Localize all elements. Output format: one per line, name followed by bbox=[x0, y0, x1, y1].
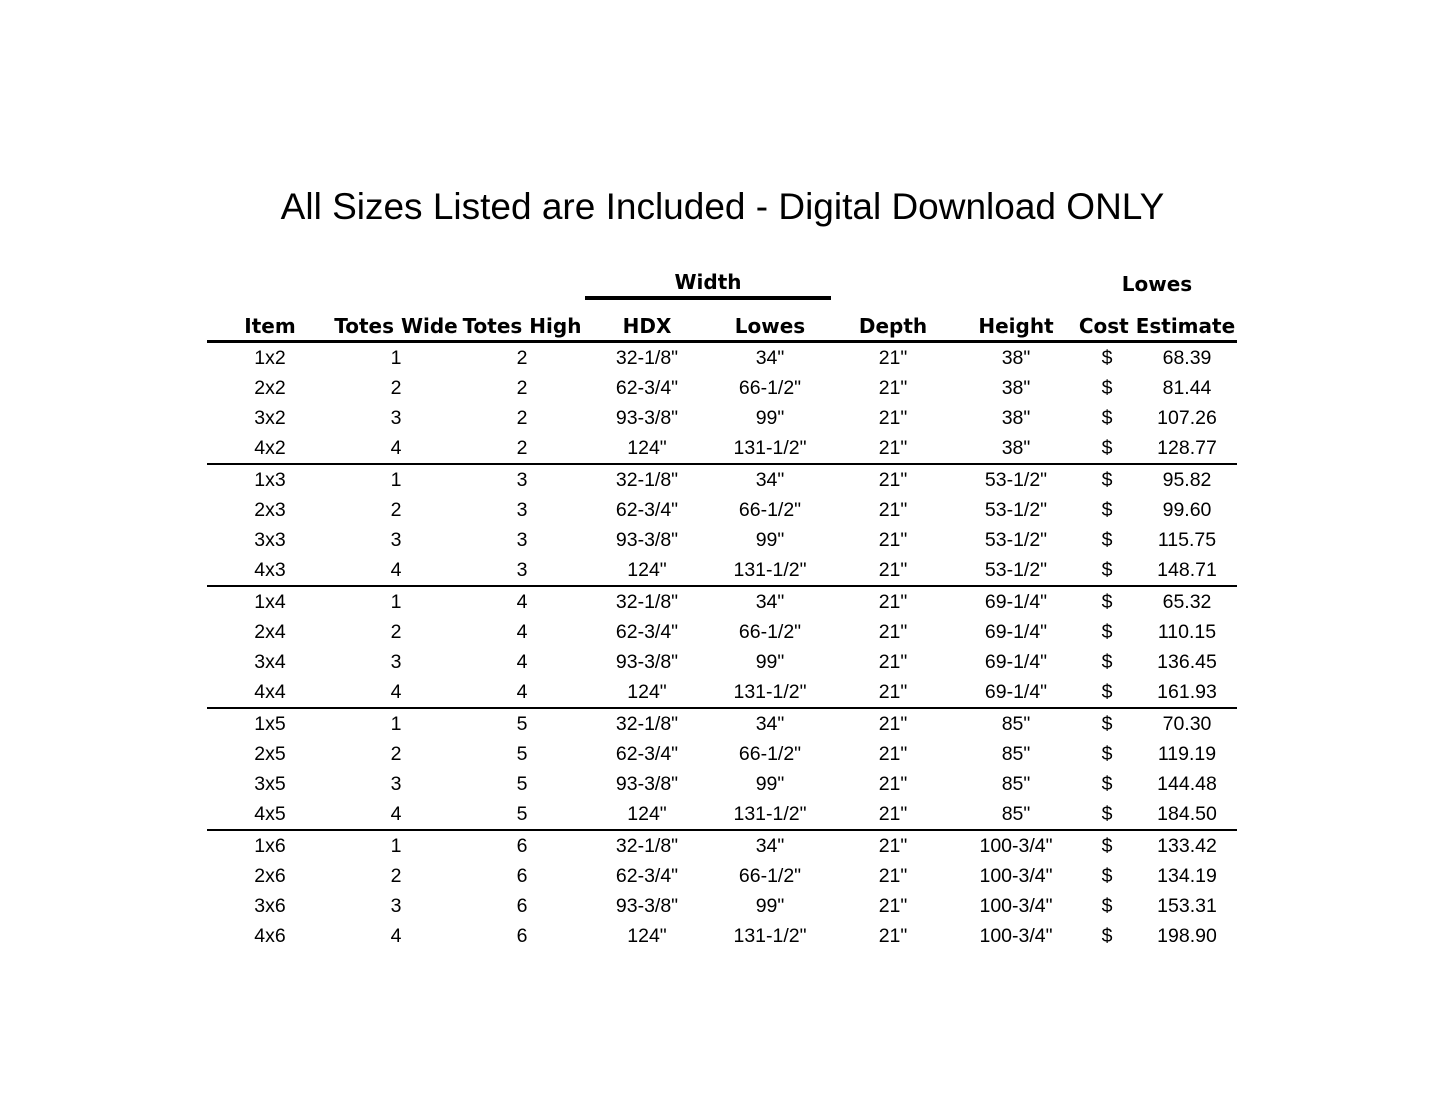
cell-totes-high: 3 bbox=[516, 498, 528, 521]
table-row bbox=[207, 617, 1237, 647]
table-row bbox=[207, 647, 1237, 677]
cell-depth: 21" bbox=[831, 799, 955, 830]
cell-totes-wide: 2 bbox=[390, 498, 402, 521]
cell-totes-wide: 4 bbox=[333, 799, 459, 830]
cell-totes-wide: 3 bbox=[390, 894, 402, 917]
cell-hdx-width: 32-1/8" bbox=[615, 590, 679, 613]
cell-depth: 21" bbox=[878, 772, 908, 795]
cell-lowes-width: 34" bbox=[755, 590, 785, 613]
cell-height: 100-3/4" bbox=[979, 894, 1053, 917]
table-row bbox=[207, 403, 1237, 433]
header-totes-wide: Totes Wide bbox=[333, 298, 459, 342]
cell-totes-wide: 1 bbox=[390, 834, 402, 857]
sizes-table bbox=[207, 262, 1237, 951]
cell-cost: 136.45 bbox=[1157, 650, 1217, 673]
cell-cost: 133.42 bbox=[1157, 834, 1217, 857]
width-group-header: Width bbox=[585, 262, 831, 298]
cell-currency: $ bbox=[1101, 894, 1113, 917]
cell-height: 100-3/4" bbox=[979, 924, 1053, 947]
cell-totes-high: 3 bbox=[516, 468, 528, 491]
cell-cost: 184.50 bbox=[1137, 799, 1237, 830]
cell-height: 85" bbox=[1001, 712, 1031, 735]
cell-currency: $ bbox=[1101, 376, 1113, 399]
cell-height: 100-3/4" bbox=[979, 864, 1053, 887]
cell-hdx-width: 62-3/4" bbox=[615, 620, 679, 643]
cell-totes-wide: 1 bbox=[390, 468, 402, 491]
cell-item: 2x6 bbox=[254, 864, 286, 887]
cell-totes-high: 2 bbox=[516, 376, 528, 399]
cell-lowes-width: 131-1/2" bbox=[709, 555, 831, 586]
cell-item: 2x3 bbox=[254, 498, 286, 521]
cell-cost: 148.71 bbox=[1137, 555, 1237, 586]
cell-totes-high: 5 bbox=[516, 712, 528, 735]
cell-item: 4x6 bbox=[254, 924, 286, 947]
cell-currency: $ bbox=[1077, 433, 1137, 464]
cell-hdx-width: 124" bbox=[585, 555, 709, 586]
table-row bbox=[207, 830, 1237, 861]
table-body bbox=[207, 342, 1237, 952]
cell-lowes-width: 131-1/2" bbox=[709, 677, 831, 708]
lowes-group-header: Lowes bbox=[1121, 272, 1193, 296]
cell-height: 38" bbox=[955, 433, 1077, 464]
cell-totes-wide: 4 bbox=[333, 677, 459, 708]
cell-totes-high: 3 bbox=[459, 555, 585, 586]
cell-currency: $ bbox=[1101, 864, 1113, 887]
cell-depth: 21" bbox=[831, 677, 955, 708]
cell-depth: 21" bbox=[878, 712, 908, 735]
cell-hdx-width: 32-1/8" bbox=[615, 468, 679, 491]
header-lowes: Lowes bbox=[709, 298, 831, 342]
cell-depth: 21" bbox=[878, 498, 908, 521]
cell-lowes-width: 99" bbox=[755, 894, 785, 917]
cell-totes-wide: 1 bbox=[390, 712, 402, 735]
cell-cost: 128.77 bbox=[1137, 433, 1237, 464]
table-row bbox=[207, 555, 1237, 586]
table-row bbox=[207, 769, 1237, 799]
cell-height: 38" bbox=[1001, 406, 1031, 429]
cell-cost: 65.32 bbox=[1162, 590, 1212, 613]
group-header-spacer bbox=[831, 262, 955, 298]
cell-totes-wide: 3 bbox=[390, 406, 402, 429]
cell-hdx-width: 124" bbox=[585, 677, 709, 708]
cell-totes-high: 2 bbox=[459, 433, 585, 464]
cell-cost: 119.19 bbox=[1157, 742, 1217, 765]
cell-height: 100-3/4" bbox=[979, 834, 1053, 857]
cell-lowes-width: 99" bbox=[755, 406, 785, 429]
cell-totes-high: 6 bbox=[516, 894, 528, 917]
cell-height: 69-1/4" bbox=[984, 620, 1048, 643]
cell-depth: 21" bbox=[878, 864, 908, 887]
cell-totes-wide: 3 bbox=[390, 650, 402, 673]
cell-totes-high: 5 bbox=[516, 772, 528, 795]
cell-item: 4x5 bbox=[207, 799, 333, 830]
cell-currency: $ bbox=[1101, 924, 1113, 947]
cell-depth: 21" bbox=[878, 528, 908, 551]
cell-depth: 21" bbox=[878, 406, 908, 429]
cell-currency: $ bbox=[1077, 677, 1137, 708]
cell-depth: 21" bbox=[831, 433, 955, 464]
cell-depth: 21" bbox=[878, 346, 908, 369]
cell-totes-high: 6 bbox=[516, 924, 528, 947]
cell-totes-wide: 3 bbox=[390, 528, 402, 551]
cell-lowes-width: 131-1/2" bbox=[709, 433, 831, 464]
cell-height: 85" bbox=[955, 799, 1077, 830]
cell-currency: $ bbox=[1101, 742, 1113, 765]
cell-totes-high: 5 bbox=[516, 742, 528, 765]
cell-totes-high: 3 bbox=[516, 528, 528, 551]
cell-currency: $ bbox=[1077, 799, 1137, 830]
cell-totes-high: 6 bbox=[516, 834, 528, 857]
cell-hdx-width: 93-3/8" bbox=[615, 528, 679, 551]
page-title: All Sizes Listed are Included - Digital Download ONLY bbox=[280, 186, 1165, 227]
table-row bbox=[207, 586, 1237, 617]
cell-lowes-width: 34" bbox=[755, 346, 785, 369]
cell-height: 53-1/2" bbox=[984, 498, 1048, 521]
cell-currency: $ bbox=[1101, 346, 1113, 369]
cell-item: 3x6 bbox=[254, 894, 286, 917]
cell-hdx-width: 124" bbox=[585, 799, 709, 830]
cell-height: 38" bbox=[1001, 376, 1031, 399]
cell-cost: 115.75 bbox=[1157, 528, 1217, 551]
cell-depth: 21" bbox=[878, 590, 908, 613]
cell-lowes-width: 34" bbox=[755, 834, 785, 857]
cell-hdx-width: 124" bbox=[627, 924, 667, 947]
table-row bbox=[207, 342, 1237, 374]
cell-hdx-width: 32-1/8" bbox=[615, 834, 679, 857]
cell-depth: 21" bbox=[878, 742, 908, 765]
cell-cost: 81.44 bbox=[1162, 376, 1212, 399]
table-row bbox=[207, 861, 1237, 891]
cell-lowes-width: 66-1/2" bbox=[738, 620, 802, 643]
cell-item: 2x4 bbox=[254, 620, 286, 643]
cell-item: 1x3 bbox=[254, 468, 286, 491]
cell-totes-wide: 2 bbox=[390, 620, 402, 643]
cell-height: 53-1/2" bbox=[984, 468, 1048, 491]
group-header-row bbox=[207, 262, 1237, 298]
cell-hdx-width: 93-3/8" bbox=[615, 772, 679, 795]
cell-totes-high: 6 bbox=[516, 864, 528, 887]
cell-lowes-width: 99" bbox=[755, 650, 785, 673]
cell-cost: 144.48 bbox=[1157, 772, 1217, 795]
group-header-spacer bbox=[333, 262, 459, 298]
group-header-spacer bbox=[207, 262, 333, 298]
cell-totes-wide: 4 bbox=[390, 924, 402, 947]
cell-totes-high: 4 bbox=[516, 590, 528, 613]
cell-cost: 68.39 bbox=[1162, 346, 1212, 369]
cell-lowes-width: 99" bbox=[755, 528, 785, 551]
cell-depth: 21" bbox=[878, 894, 908, 917]
cell-lowes-width: 66-1/2" bbox=[738, 742, 802, 765]
cell-depth: 21" bbox=[878, 376, 908, 399]
cell-currency: $ bbox=[1101, 468, 1113, 491]
cell-height: 85" bbox=[1001, 742, 1031, 765]
cell-lowes-width: 66-1/2" bbox=[738, 864, 802, 887]
table-row bbox=[207, 891, 1237, 921]
cell-currency: $ bbox=[1101, 650, 1113, 673]
cell-cost: 70.30 bbox=[1162, 712, 1212, 735]
cell-totes-wide: 1 bbox=[390, 346, 402, 369]
cell-currency: $ bbox=[1101, 620, 1113, 643]
cell-item: 1x5 bbox=[254, 712, 286, 735]
cell-depth: 21" bbox=[878, 650, 908, 673]
table-row bbox=[207, 495, 1237, 525]
table-row bbox=[207, 433, 1237, 464]
table-row bbox=[207, 921, 1237, 951]
cell-depth: 21" bbox=[831, 555, 955, 586]
cell-lowes-width: 66-1/2" bbox=[738, 498, 802, 521]
cell-totes-wide: 4 bbox=[333, 433, 459, 464]
cell-item: 2x5 bbox=[254, 742, 286, 765]
cell-currency: $ bbox=[1101, 712, 1113, 735]
table-row bbox=[207, 739, 1237, 769]
cell-cost: 198.90 bbox=[1157, 924, 1217, 947]
cell-depth: 21" bbox=[878, 468, 908, 491]
cell-lowes-width: 34" bbox=[755, 712, 785, 735]
group-header-spacer bbox=[459, 262, 585, 298]
cell-totes-wide: 1 bbox=[390, 590, 402, 613]
cell-item: 4x2 bbox=[207, 433, 333, 464]
cell-item: 4x4 bbox=[207, 677, 333, 708]
cell-hdx-width: 62-3/4" bbox=[615, 498, 679, 521]
cell-cost: 153.31 bbox=[1157, 894, 1217, 917]
cell-lowes-width: 131-1/2" bbox=[709, 799, 831, 830]
cell-totes-high: 4 bbox=[516, 620, 528, 643]
cell-depth: 21" bbox=[878, 834, 908, 857]
cell-cost: 99.60 bbox=[1162, 498, 1212, 521]
cell-currency: $ bbox=[1101, 498, 1113, 521]
cell-currency: $ bbox=[1101, 590, 1113, 613]
cell-item: 3x5 bbox=[254, 772, 286, 795]
cell-height: 69-1/4" bbox=[984, 590, 1048, 613]
cell-totes-wide: 4 bbox=[333, 555, 459, 586]
header-hdx: HDX bbox=[585, 298, 709, 342]
cell-currency: $ bbox=[1101, 834, 1113, 857]
cell-lowes-width: 34" bbox=[755, 468, 785, 491]
cell-totes-wide: 2 bbox=[390, 376, 402, 399]
header-depth: Depth bbox=[831, 298, 955, 342]
cell-item: 1x4 bbox=[254, 590, 286, 613]
cell-currency: $ bbox=[1101, 528, 1113, 551]
cell-hdx-width: 62-3/4" bbox=[615, 742, 679, 765]
cell-totes-high: 2 bbox=[516, 346, 528, 369]
cell-currency: $ bbox=[1101, 406, 1113, 429]
cell-lowes-width: 131-1/2" bbox=[733, 924, 807, 947]
cell-hdx-width: 93-3/8" bbox=[615, 650, 679, 673]
cell-totes-wide: 2 bbox=[390, 742, 402, 765]
table-row bbox=[207, 525, 1237, 555]
cell-hdx-width: 32-1/8" bbox=[615, 712, 679, 735]
cell-cost: 110.15 bbox=[1157, 620, 1217, 643]
cell-height: 53-1/2" bbox=[955, 555, 1077, 586]
header-cost-estimate: Cost Estimate bbox=[1077, 298, 1237, 342]
cell-height: 85" bbox=[1001, 772, 1031, 795]
cell-height: 38" bbox=[1001, 346, 1031, 369]
cell-depth: 21" bbox=[878, 620, 908, 643]
cell-height: 69-1/4" bbox=[955, 677, 1077, 708]
cell-hdx-width: 62-3/4" bbox=[615, 376, 679, 399]
cell-totes-high: 5 bbox=[459, 799, 585, 830]
cell-item: 1x2 bbox=[254, 346, 286, 369]
cell-currency: $ bbox=[1101, 772, 1113, 795]
cell-cost: 161.93 bbox=[1137, 677, 1237, 708]
cell-totes-high: 2 bbox=[516, 406, 528, 429]
cell-hdx-width: 93-3/8" bbox=[615, 894, 679, 917]
cell-hdx-width: 62-3/4" bbox=[615, 864, 679, 887]
cell-height: 69-1/4" bbox=[984, 650, 1048, 673]
cell-item: 3x2 bbox=[254, 406, 286, 429]
cell-item: 2x2 bbox=[254, 376, 286, 399]
cell-cost: 107.26 bbox=[1157, 406, 1217, 429]
cell-totes-wide: 2 bbox=[390, 864, 402, 887]
cell-totes-wide: 3 bbox=[390, 772, 402, 795]
column-header-row bbox=[207, 298, 1237, 342]
cell-item: 4x3 bbox=[207, 555, 333, 586]
header-totes-high: Totes High bbox=[459, 298, 585, 342]
header-item: Item bbox=[207, 298, 333, 342]
cell-cost: 95.82 bbox=[1162, 468, 1212, 491]
cell-cost: 134.19 bbox=[1157, 864, 1217, 887]
table-row bbox=[207, 799, 1237, 830]
cell-totes-high: 4 bbox=[516, 650, 528, 673]
cell-item: 3x4 bbox=[254, 650, 286, 673]
cell-depth: 21" bbox=[878, 924, 908, 947]
cell-totes-high: 4 bbox=[459, 677, 585, 708]
cell-hdx-width: 93-3/8" bbox=[615, 406, 679, 429]
table-row bbox=[207, 677, 1237, 708]
group-header-spacer bbox=[955, 262, 1077, 298]
cell-hdx-width: 124" bbox=[585, 433, 709, 464]
cell-item: 3x3 bbox=[254, 528, 286, 551]
table-row bbox=[207, 373, 1237, 403]
table-row bbox=[207, 464, 1237, 495]
cell-lowes-width: 99" bbox=[755, 772, 785, 795]
cell-lowes-width: 66-1/2" bbox=[738, 376, 802, 399]
table-row bbox=[207, 708, 1237, 739]
header-height: Height bbox=[955, 298, 1077, 342]
cell-item: 1x6 bbox=[254, 834, 286, 857]
cell-height: 53-1/2" bbox=[984, 528, 1048, 551]
cell-currency: $ bbox=[1077, 555, 1137, 586]
cell-hdx-width: 32-1/8" bbox=[615, 346, 679, 369]
